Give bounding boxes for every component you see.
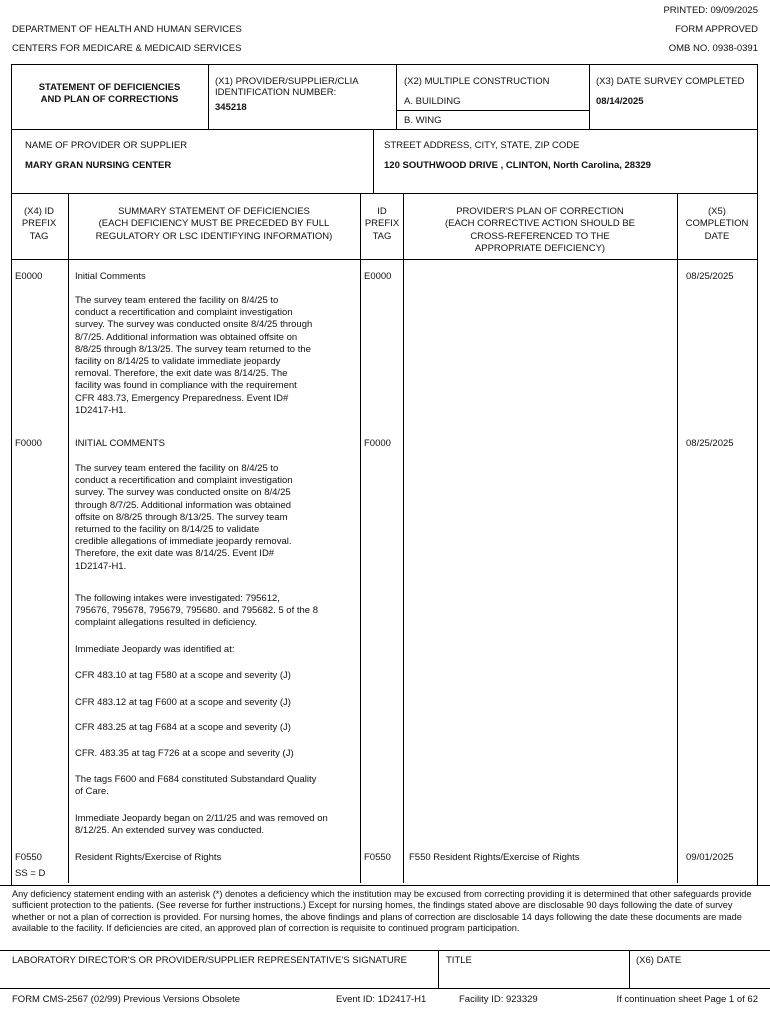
deficiency-text: The survey team entered the facility on 8/4/25 to conduct a recertification and complaint investigation survey. The survey was conducted onsite on 8/4/25 through 8/7/25. Additional information was obtained offsite on 8/8/25 through 8/13/25. The survey team returned to the facility on 8/14/25 to validate credible allegations of immediate jeopardy removal. Therefore, the exit date was 8/14/25. Event ID# 1D2147-H1.	[75, 463, 293, 572]
id-prefix-tag: F0000	[364, 438, 391, 449]
tag-prefix: F0000	[15, 438, 42, 449]
header-summary: SUMMARY STATEMENT OF DEFICIENCIES (EACH DEFICIENCY MUST BE PRECEDED BY FULL REGULATORY OR LSC IDENTIFYING INFORMATION)	[95, 206, 333, 242]
tag-prefix: E0000	[15, 271, 43, 282]
deficiency-text: Immediate Jeopardy was identified at:	[75, 644, 235, 655]
form-number: FORM CMS-2567 (02/99) Previous Versions Obsolete	[12, 994, 241, 1005]
deficiency-title: INITIAL COMMENTS	[75, 438, 165, 449]
address-label: STREET ADDRESS, CITY, STATE, ZIP CODE	[384, 140, 580, 151]
printed-date: PRINTED: 09/09/2025	[663, 5, 758, 16]
omb-number: OMB NO. 0938-0391	[668, 43, 758, 54]
provider-name: MARY GRAN NURSING CENTER	[25, 160, 172, 171]
deficiency-text: Immediate Jeopardy began on 2/11/25 and was removed on 8/12/25. An extended survey was conducted.	[75, 813, 328, 837]
x1-label: (X1) PROVIDER/SUPPLIER/CLIA IDENTIFICATION NUMBER:	[215, 76, 359, 98]
x6-date-label: (X6) DATE	[636, 955, 682, 966]
x2-label: (X2) MULTIPLE CONSTRUCTION	[404, 76, 550, 87]
provider-address: 120 SOUTHWOOD DRIVE , CLINTON, North Carolina, 28329	[384, 160, 651, 171]
deficiency-text: CFR 483.12 at tag F600 at a scope and severity (J)	[75, 697, 291, 708]
plan-of-correction: F550 Resident Rights/Exercise of Rights	[409, 852, 580, 863]
id-prefix-tag: F0550	[364, 852, 391, 863]
header-x5-completion: (X5) COMPLETION DATE	[685, 206, 749, 242]
box1-top-rule	[11, 64, 758, 65]
deficiency-text: CFR 483.25 at tag F684 at a scope and severity (J)	[75, 722, 291, 733]
disclaimer-text: Any deficiency statement ending with an asterisk (*) denotes a deficiency which the institution may be excused from correcting providing it is determined that other safeguards provide sufficient protection to the patients. (See reverse for further instructions.) Except for nursing homes, the findings stated above are disclosable 90 days following the date of survey whether or not a plan of correction is provided. For nursing homes, the above findings and plans of correction are disclosable 14 days following the date these documents are made available to the facility. If deficiencies are cited, an approved plan of correction is requisite to continued program participation.	[12, 889, 752, 933]
header-x4-prefix: (X4) ID PREFIX TAG	[21, 206, 57, 242]
title-label: TITLE	[446, 955, 472, 966]
facility-id: Facility ID: 923329	[459, 994, 538, 1005]
completion-date: 08/25/2025	[686, 438, 734, 449]
x1-provider-number: 345218	[215, 102, 247, 113]
deficiency-title: Initial Comments	[75, 271, 146, 282]
form-approved: FORM APPROVED	[675, 24, 758, 35]
header-id-prefix: ID PREFIX TAG	[364, 206, 400, 242]
deficiency-text: The survey team entered the facility on 8/4/25 to conduct a recertification and complaint investigation survey. The survey was conducted onsite 8/4/25 through 8/7/25. Additional information was obtained offsite on 8/8/25 through 8/13/25. The survey team returned to the facility on 8/14/25 to validate immediate jeopardy removal. Therefore, the exit date was 8/14/25. The facility was found in compliance with the requirement CFR 483.73, Emergency Preparedness. Event ID# 1D2417-H1.	[75, 295, 313, 416]
department-name: DEPARTMENT OF HEALTH AND HUMAN SERVICES	[12, 24, 242, 35]
event-id: Event ID: 1D2417-H1	[336, 994, 427, 1005]
deficiency-text: The following intakes were investigated: 795612, 795676, 795678, 795679, 795680. and 795682. 5 of the 8 complaint allegations resulted in deficiency.	[75, 593, 319, 629]
frame-left	[11, 64, 12, 886]
survey-completed-date: 08/14/2025	[596, 96, 644, 107]
scope-severity: SS = D	[15, 868, 46, 879]
header-plan: PROVIDER'S PLAN OF CORRECTION (EACH CORRECTIVE ACTION SHOULD BE CROSS-REFERENCED TO THE APPROPRIATE DEFICIENCY)	[444, 206, 636, 254]
completion-date: 08/25/2025	[686, 271, 734, 282]
centers-name: CENTERS FOR MEDICARE & MEDICAID SERVICES	[12, 43, 242, 54]
completion-date: 09/01/2025	[686, 852, 734, 863]
statement-title: STATEMENT OF DEFICIENCIES AND PLAN OF CORRECTIONS	[38, 82, 181, 105]
building-label: A. BUILDING	[404, 96, 461, 107]
wing-label: B. WING	[404, 115, 442, 126]
id-prefix-tag: E0000	[364, 271, 392, 282]
deficiency-text: The tags F600 and F684 constituted Substandard Quality of Care.	[75, 774, 317, 798]
deficiency-text: CFR. 483.35 at tag F726 at a scope and severity (J)	[75, 748, 294, 759]
signature-label: LABORATORY DIRECTOR'S OR PROVIDER/SUPPLIER REPRESENTATIVE'S SIGNATURE	[12, 955, 407, 966]
deficiency-text: CFR 483.10 at tag F580 at a scope and severity (J)	[75, 670, 291, 681]
frame-right	[757, 64, 758, 886]
provider-name-label: NAME OF PROVIDER OR SUPPLIER	[25, 140, 188, 151]
deficiency-title: Resident Rights/Exercise of Rights	[75, 852, 222, 863]
tag-prefix: F0550	[15, 852, 42, 863]
page-number: If continuation sheet Page 1 of 62	[616, 994, 758, 1005]
x3-label: (X3) DATE SURVEY COMPLETED	[596, 76, 745, 87]
